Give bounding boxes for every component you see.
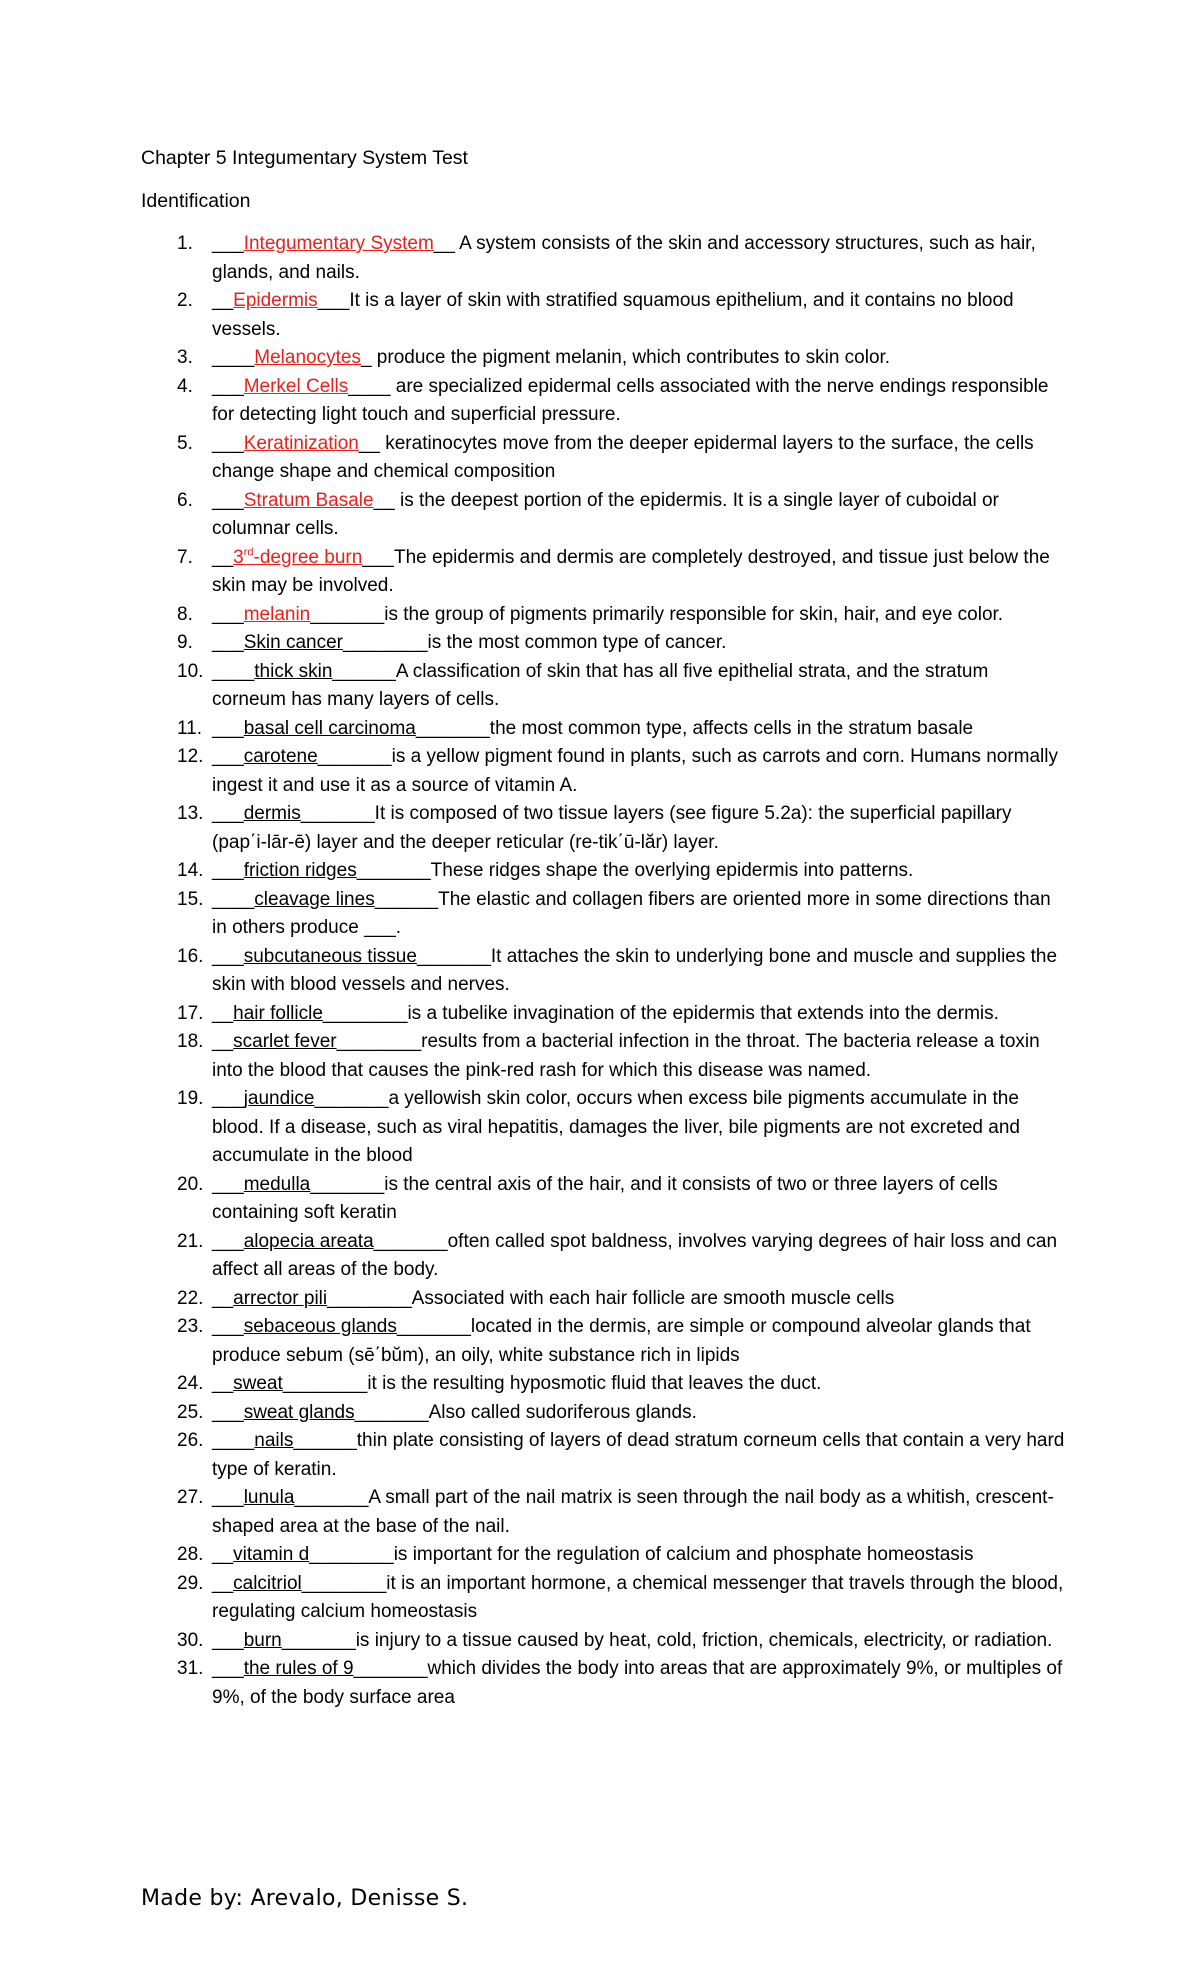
question-text: _______a yellowish skin color, occurs when excess bile pigments accumulate in the blood. If a disease, such as viral hepatitis, damages the liver, bile pigments are not excreted and accumulate in the blood — [212, 1088, 1020, 1166]
answer-text — [254, 347, 361, 368]
question-number: 29. — [177, 1572, 204, 1594]
question-text: _______is injury to a tissue caused by heat, cold, friction, chemicals, electricity, or radiation. — [281, 1629, 1053, 1651]
question-text: _______often called spot baldness, involves varying degrees of hair loss and can affect all areas of the body. — [212, 1230, 1058, 1280]
question-number: 4. — [177, 375, 193, 397]
question-item — [141, 943, 1066, 1000]
answer-part: calcitriol — [233, 1572, 302, 1594]
answer-text — [254, 661, 332, 682]
blank-prefix: ___ — [212, 632, 244, 653]
answer-text — [233, 290, 317, 311]
answer-text — [244, 1487, 295, 1508]
question-number: 18. — [177, 1031, 204, 1052]
blank-prefix: ____ — [212, 888, 255, 910]
answer-text — [254, 1430, 293, 1451]
question-text: _______A small part of the nail matrix is seen through the nail body as a whitish, crescent-shaped area at the base of the nail. — [212, 1487, 1054, 1537]
question-item — [141, 1655, 1066, 1712]
answer-text — [244, 1174, 311, 1195]
answer-text — [233, 547, 362, 568]
question-number: 31. — [177, 1658, 204, 1679]
answer-part: Keratinization — [243, 432, 359, 454]
question-text: ___It is a layer of skin with stratified squamous epithelium, and it contains no blood vessels. — [212, 290, 1014, 340]
question-text: ________results from a bacterial infection in the throat. The bacteria release a toxin into the blood that causes the pink-red rash for which this disease was named. — [212, 1031, 1040, 1081]
answer-part: Melanocytes — [254, 347, 361, 368]
blank-prefix: ____ — [212, 660, 255, 682]
answer-part: Merkel Cells — [243, 375, 349, 397]
question-number: 30. — [177, 1629, 204, 1651]
question-item — [141, 743, 1066, 800]
answer-part: the rules of 9 — [243, 1658, 354, 1679]
blank-prefix: ____ — [212, 1430, 255, 1451]
blank-prefix: ___ — [212, 1088, 244, 1109]
answer-part: lunula — [243, 1487, 295, 1508]
answer-text — [244, 604, 311, 625]
question-number: 1. — [177, 233, 193, 254]
question-number: 13. — [177, 803, 204, 824]
answer-part: sweat glands — [243, 1401, 355, 1423]
question-number: 2. — [177, 290, 193, 311]
answer-part: burn — [243, 1629, 282, 1651]
question-item — [141, 1171, 1066, 1228]
question-text: _______Also called sudoriferous glands. — [354, 1401, 697, 1423]
question-text: _______the most common type, affects cells in the stratum basale — [415, 717, 974, 739]
page-title: Chapter 5 Integumentary System Test — [141, 147, 468, 169]
question-item — [141, 1285, 1066, 1314]
question-item — [141, 430, 1066, 487]
question-item — [141, 886, 1066, 943]
answer-part: Epidermis — [233, 290, 318, 311]
question-text: __ keratinocytes move from the deeper epidermal layers to the surface, the cells change shape and chemical composition — [212, 432, 1034, 482]
blank-prefix: ___ — [212, 803, 244, 824]
question-number: 22. — [177, 1287, 204, 1309]
blank-prefix: __ — [212, 1544, 234, 1565]
question-item — [141, 230, 1066, 287]
answer-part: Skin cancer — [243, 632, 343, 653]
question-number: 14. — [177, 860, 204, 881]
answer-part: vitamin d — [233, 1544, 310, 1565]
question-item — [141, 1627, 1066, 1656]
question-item — [141, 1399, 1066, 1428]
answer-text — [244, 1630, 282, 1651]
answer-text — [233, 1373, 283, 1394]
question-text: ________it is the resulting hyposmotic fluid that leaves the duct. — [282, 1373, 822, 1394]
question-text: __ A system consists of the skin and accessory structures, such as hair, glands, and nails. — [212, 233, 1036, 283]
question-number: 3. — [177, 347, 193, 368]
question-item — [141, 601, 1066, 630]
answer-text — [254, 889, 374, 910]
question-number: 8. — [177, 603, 193, 625]
answer-part: thick skin — [254, 660, 333, 682]
question-text: _______It attaches the skin to underlying bone and muscle and supplies the skin with blood vessels and nerves. — [212, 945, 1058, 995]
question-text: ______The elastic and collagen fibers are oriented more in some directions than in others produce ___. — [212, 888, 1051, 938]
blank-prefix: __ — [212, 546, 234, 568]
blank-prefix: ___ — [212, 233, 244, 254]
answer-part: carotene — [243, 746, 318, 767]
answer-part: Stratum Basale — [243, 489, 374, 511]
question-text: _______is the group of pigments primarily responsible for skin, hair, and eye color. — [310, 603, 1004, 625]
question-item — [141, 373, 1066, 430]
answer-part: Integumentary System — [243, 233, 434, 254]
answer-part: -degree burn — [253, 546, 363, 568]
blank-prefix: ___ — [212, 1629, 244, 1651]
answer-text — [244, 746, 318, 767]
answer-superscript: rd — [243, 546, 254, 559]
blank-prefix: __ — [212, 1572, 234, 1594]
blank-prefix: __ — [212, 1002, 234, 1024]
question-text: ___The epidermis and dermis are completely destroyed, and tissue just below the skin may be involved. — [212, 546, 1050, 596]
question-number: 19. — [177, 1088, 204, 1109]
answer-text — [244, 803, 301, 824]
question-number: 17. — [177, 1002, 204, 1024]
answer-part: cleavage lines — [254, 888, 375, 910]
answer-part: hair follicle — [233, 1002, 323, 1024]
question-item — [141, 1028, 1066, 1085]
question-text: ________it is an important hormone, a chemical messenger that travels through the blood, regulating calcium homeostasis — [212, 1572, 1064, 1622]
question-item — [141, 1228, 1066, 1285]
answer-part: subcutaneous tissue — [243, 945, 417, 967]
question-item — [141, 1085, 1066, 1171]
answer-part: basal cell carcinoma — [243, 717, 416, 739]
question-text: ________is the most common type of cancer. — [342, 632, 727, 653]
question-number: 10. — [177, 660, 204, 682]
question-item — [141, 1427, 1066, 1484]
answer-part: 3 — [233, 546, 244, 568]
question-number: 28. — [177, 1544, 204, 1565]
answer-text — [244, 860, 357, 881]
question-item — [141, 1000, 1066, 1029]
answer-part: nails — [254, 1430, 294, 1451]
question-text: _______located in the dermis, are simple or compound alveolar glands that produce sebum (sē΄bŭm), an oily, white substance rich in lipids — [212, 1316, 1031, 1366]
question-item — [141, 544, 1066, 601]
question-number: 9. — [177, 632, 193, 653]
answer-text — [244, 433, 359, 454]
answer-text — [233, 1544, 309, 1565]
question-text: ____ are specialized epidermal cells associated with the nerve endings responsible for detecting light touch and superficial pressure. — [212, 375, 1049, 425]
question-number: 12. — [177, 746, 204, 767]
blank-prefix: ___ — [212, 1230, 244, 1252]
answer-part: medulla — [243, 1173, 311, 1195]
question-number: 16. — [177, 945, 204, 967]
question-text: ________Associated with each hair follicle are smooth muscle cells — [327, 1287, 895, 1309]
blank-prefix: ___ — [212, 1487, 244, 1508]
answer-text — [244, 376, 349, 397]
answer-text — [244, 946, 417, 967]
question-text: ______thin plate consisting of layers of dead stratum corneum cells that contain a very hard type of keratin. — [212, 1430, 1065, 1480]
answer-text — [244, 718, 416, 739]
question-text: _______which divides the body into areas that are approximately 9%, or multiples of 9%, of the body surface area — [212, 1658, 1063, 1708]
blank-prefix: ___ — [212, 945, 244, 967]
blank-prefix: __ — [212, 1031, 234, 1052]
question-number: 27. — [177, 1487, 204, 1508]
answer-text — [244, 1088, 315, 1109]
question-number: 7. — [177, 546, 193, 568]
question-item — [141, 800, 1066, 857]
answer-text — [233, 1031, 336, 1052]
blank-prefix: ___ — [212, 375, 244, 397]
author-footer: Made by: Arevalo, Denisse S. — [141, 1886, 469, 1911]
question-text: ________is a tubelike invagination of the epidermis that extends into the dermis. — [322, 1002, 999, 1024]
section-heading: Identification — [141, 190, 251, 212]
question-number: 20. — [177, 1173, 204, 1195]
question-number: 6. — [177, 489, 193, 511]
blank-prefix: ___ — [212, 717, 244, 739]
answer-text — [244, 1402, 355, 1423]
answer-part: melanin — [243, 603, 311, 625]
question-text: _ produce the pigment melanin, which contributes to skin color. — [360, 347, 891, 368]
answer-part: sweat — [233, 1373, 283, 1394]
question-item — [141, 1313, 1066, 1370]
answer-text — [244, 1316, 397, 1337]
question-number: 24. — [177, 1373, 204, 1394]
question-item — [141, 629, 1066, 658]
answer-part: scarlet fever — [233, 1031, 337, 1052]
question-item — [141, 344, 1066, 373]
blank-prefix: __ — [212, 1373, 234, 1394]
question-item — [141, 658, 1066, 715]
question-number: 23. — [177, 1316, 204, 1337]
question-number: 15. — [177, 888, 204, 910]
answer-text — [244, 1658, 354, 1679]
question-item — [141, 1484, 1066, 1541]
blank-prefix: __ — [212, 1287, 234, 1309]
question-item — [141, 857, 1066, 886]
question-item — [141, 715, 1066, 744]
question-item — [141, 1541, 1066, 1570]
answer-part: alopecia areata — [243, 1230, 374, 1252]
blank-prefix: ___ — [212, 1173, 244, 1195]
blank-prefix: ____ — [212, 347, 255, 368]
answer-text — [244, 490, 374, 511]
answer-text — [244, 1231, 374, 1252]
question-number: 5. — [177, 432, 193, 454]
question-text: _______These ridges shape the overlying epidermis into patterns. — [356, 860, 914, 881]
question-text: _______is a yellow pigment found in plants, such as carrots and corn. Humans normally ingest it and use it as a source of vitamin A. — [212, 746, 1058, 796]
answer-text — [244, 632, 343, 653]
question-item — [141, 287, 1066, 344]
question-text: ______A classification of skin that has all five epithelial strata, and the stratum corneum has many layers of cells. — [212, 660, 989, 710]
blank-prefix: ___ — [212, 432, 244, 454]
answer-part: jaundice — [243, 1088, 315, 1109]
question-text: _______is the central axis of the hair, and it consists of two or three layers of cells containing soft keratin — [212, 1173, 998, 1223]
question-list — [141, 230, 1066, 1712]
question-text: ________is important for the regulation of calcium and phosphate homeostasis — [309, 1544, 974, 1565]
answer-part: arrector pili — [233, 1287, 328, 1309]
question-text: _______It is composed of two tissue layers (see figure 5.2a): the superficial papillary (pap΄i-lār-ē) layer and the deeper reticular (re-tik΄ū-lăr) layer. — [212, 803, 1012, 853]
blank-prefix: ___ — [212, 1316, 244, 1337]
blank-prefix: ___ — [212, 603, 244, 625]
question-number: 21. — [177, 1230, 204, 1252]
answer-part: friction ridges — [243, 860, 357, 881]
blank-prefix: ___ — [212, 746, 244, 767]
blank-prefix: __ — [212, 290, 234, 311]
question-number: 11. — [177, 717, 203, 739]
question-item — [141, 487, 1066, 544]
answer-part: sebaceous glands — [243, 1316, 397, 1337]
answer-part: dermis — [243, 803, 301, 824]
blank-prefix: ___ — [212, 489, 244, 511]
answer-text — [233, 1003, 323, 1024]
question-number: 25. — [177, 1401, 204, 1423]
answer-text — [233, 1288, 327, 1309]
blank-prefix: ___ — [212, 1401, 244, 1423]
answer-text — [233, 1573, 302, 1594]
question-number: 26. — [177, 1430, 204, 1451]
answer-text — [244, 233, 434, 254]
question-text: __ is the deepest portion of the epidermis. It is a single layer of cuboidal or columnar cells. — [212, 489, 999, 539]
document-page — [141, 140, 1066, 1712]
question-item — [141, 1370, 1066, 1399]
question-item — [141, 1570, 1066, 1627]
blank-prefix: ___ — [212, 1658, 244, 1679]
blank-prefix: ___ — [212, 860, 244, 881]
